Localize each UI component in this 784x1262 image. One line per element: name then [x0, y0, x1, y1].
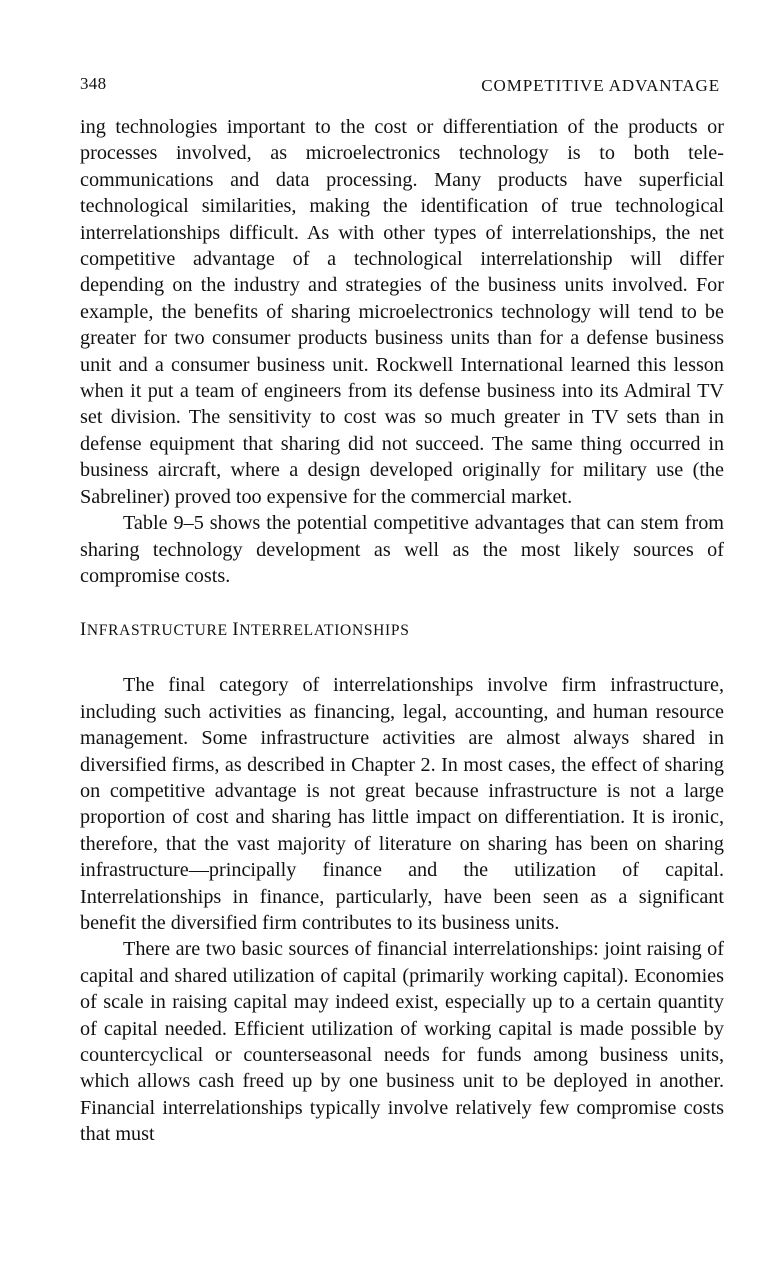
page-number: 348	[80, 74, 107, 93]
book-page	[80, 74, 724, 1148]
section-heading-initial: I	[232, 620, 240, 641]
section-heading-word: NFRASTRUCTURE	[86, 622, 228, 640]
paragraph: The final category of interrelationships involve firm infrastructure, including such activities as financing, legal, accounting, and human resource management. Some infrastructure activities are almost always shared in diversified firms, as described in Chapter 2. In most cases, the effect of sharing on competitive advantage is not great because infrastructure is not a large proportion of cost and sharing has little impact on differentiation. It is ironic, therefore, that the vast majority of literature on sharing has been on sharing infrastructure—principally finance and the utilization of capital. Interrelationships in finance, particularly, have been seen as a significant benefit the diversified firm contributes to its business units.	[80, 674, 724, 934]
section-heading	[80, 620, 724, 641]
body-text	[80, 114, 724, 1148]
paragraph: ing technologies important to the cost or differentiation of the products or processes involved, as microelectronics technology is to both telecommunications and data processing. Many products have superficial technological similarities, making the identification of true technological interrelationships difficult. As with other types of interrelationships, the net competitive advantage of a technological interrelationship will differ depending on the industry and strategies of the business units involved. For example, the benefits of sharing microelectronics technology will tend to be greater for two consumer products business units than for a defense business unit and a consumer business unit. Rockwell International learned this lesson when it put a team of engineers from its defense business into its Admiral TV set division. The sensitivity to cost was so much greater in TV sets than in defense equipment that sharing did not succeed. The same thing occurred in business aircraft, where a design developed originally for military use (the Sabreliner) proved too expensive for the commercial market.	[80, 116, 724, 508]
paragraph: There are two basic sources of financial interrelationships: joint raising of capital and shared utilization of capital (primarily working capital). Economies of scale in raising capital may indeed exist, especially up to a certain quantity of capital needed. Efficient utilization of working capital is made possible by countercyclical or counterseasonal needs for funds among business units, which allows cash freed up by one business unit to be deployed in another. Financial interrelationships typically involve relatively few compromise costs that must	[80, 938, 724, 1146]
section-heading-word: NTERRELATIONSHIPS	[239, 622, 410, 640]
paragraph: Table 9–5 shows the potential competitive advantages that can stem from sharing technology development as well as the most likely sources of compromise costs.	[80, 512, 724, 587]
book-title: COMPETITIVE ADVANTAGE	[481, 76, 720, 95]
running-head	[80, 74, 724, 102]
section-heading-initial: I	[80, 620, 87, 641]
